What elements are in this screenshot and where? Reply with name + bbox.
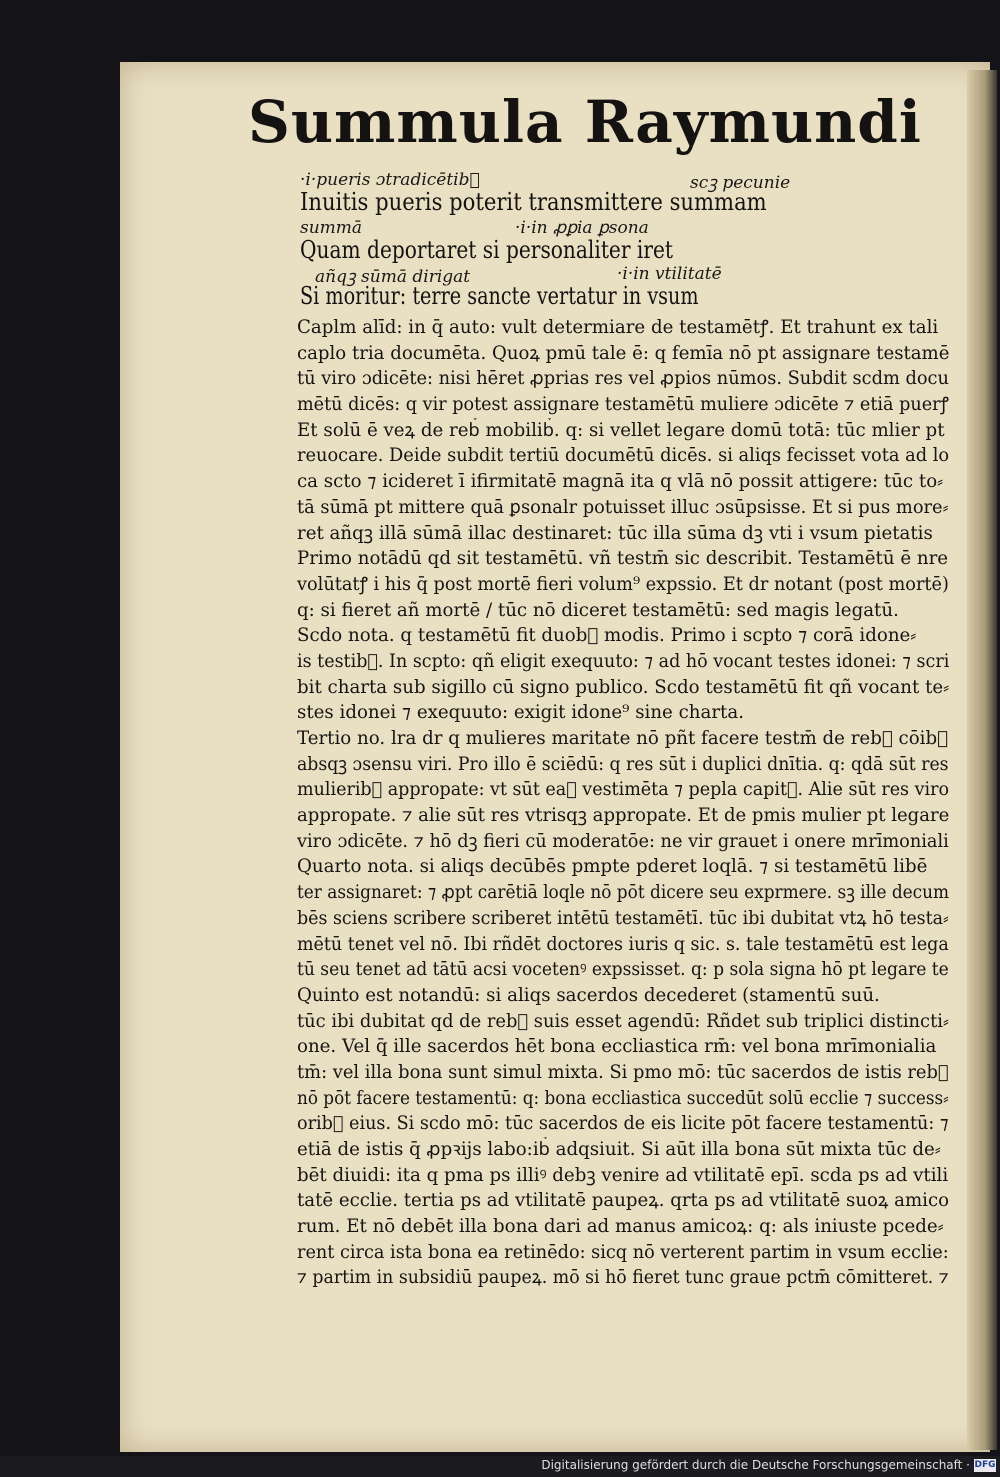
gloss-3-right: ·i·in vtilitatē bbox=[617, 264, 722, 284]
body-line: Caplm alīd: in q̄ auto: vult determiare de testamētꝭ. Et trahunt ex tali bbox=[297, 317, 939, 338]
verse-line-1: Inuitis pueris poterit transmittere summam bbox=[300, 188, 767, 216]
body-line: one. Vel q̄ ille sacerdos hēt bona eccliastica rm̄: vel bona mrīmonialia bbox=[297, 1036, 937, 1058]
body-line: Scdo nota. q testamētū fit duob᷒ modis. Primo i scpto ⁊ corā idone⸗ bbox=[297, 625, 917, 647]
gloss-2-right: ·i·in ꝓꝑia ꝑsona bbox=[515, 218, 649, 238]
body-line: bēt diuidi: ita q pma ps illiꝰ debꝫ venire ad vtilitatē epī. scda ps ad vtili bbox=[297, 1164, 949, 1186]
body-line: volūtatꝭ i his q̄ post mortē fieri volum⁹ expssio. Et dr notant (post mortē) bbox=[297, 573, 949, 595]
body-line: rent circa ista bona ea retinēdo: sicq nō verterent partim in vsum ecclie: bbox=[297, 1241, 949, 1263]
body-line: is testib᷒. In scpto: qñ eligit exequuto: ⁊ ad hō vocant testes idonei: ⁊ scri bbox=[297, 650, 950, 672]
body-line: ca scto ⁊ icideret ī ifirmitatē magnā ita q vlā nō possit attigere: tūc to⸗ bbox=[297, 471, 944, 493]
body-line: tm̄: vel illa bona sunt simul mixta. Si pmo mō: tūc sacerdos de istis reb᷒ bbox=[297, 1061, 949, 1083]
body-line: mētū tenet vel nō. Ibi rñdēt doctores iuris q sic. s. tale testamētū est lega bbox=[297, 933, 949, 955]
verse-line-2: Quam deportaret si personaliter iret bbox=[300, 236, 674, 264]
body-line: absqꝫ ɔsensu viri. Pro illo ē sciēdū: q res sūt i duplici dnītia. q: qdā sūt res bbox=[297, 753, 949, 775]
body-line: ter assignaret: ⁊ ꝓpt carētiā loqle nō pōt dicere seu exprmere. sꝫ ille decum bbox=[297, 882, 950, 904]
body-line: appropate. ⁊ alie sūt res vtrisqꝫ appropate. Et de pmis mulier pt legare bbox=[297, 805, 950, 827]
body-line: ⁊ partim in subsidiū paupeꝝ. mō si hō fieret tunc graue pctm̄ cōmitteret. ⁊ bbox=[297, 1267, 949, 1289]
body-line: etiā de istis q̄ ꝓpꝛijs labo:ib᷒ adqsiuit. Si aūt illa bona sūt mixta tūc de⸗ bbox=[297, 1139, 941, 1160]
body-line: Et solū ē veꝝ de reb᷒ mobilib᷒. q: si vellet legare domū totā: tūc mlier pt bbox=[297, 419, 945, 441]
body-line: tūc ibi dubitat qd de reb᷒ suis esset agendū: Rñdet sub triplici distincti⸗ bbox=[297, 1010, 949, 1032]
body-line: viro ɔdicēte. ⁊ hō dꝫ fieri cū moderatōe: ne vir grauet i onere mrīmoniali bbox=[297, 830, 949, 852]
gloss-3-left: añqꝫ sūmā dirigat bbox=[315, 267, 471, 287]
page-title: Summula Raymundi bbox=[248, 88, 922, 156]
body-line: stes idonei ⁊ exequuto: exigit idone⁹ sine charta. bbox=[297, 702, 744, 724]
body-line: nō pōt facere testamentū: q: bona eccliastica succedūt solū ecclie ⁊ success⸗ bbox=[297, 1087, 949, 1109]
body-text bbox=[297, 315, 957, 1291]
body-line: Quinto est notandū: si aliqs sacerdos decederet (stamentū suū. bbox=[297, 984, 880, 1006]
dfg-logo-icon: DFG bbox=[974, 1460, 996, 1470]
body-line: orib᷒ eius. Si scdo mō: tūc sacerdos de eis licite pōt facere testamentū: ⁊ bbox=[297, 1113, 949, 1135]
body-line: Quarto nota. si aliqs decūbēs pmpte pderet loqlā. ⁊ si testamētū libē bbox=[297, 856, 928, 878]
body-line: mētū dicēs: q vir potest assignare testamētū muliere ɔdicēte ⁊ etiā puerꝭ bbox=[297, 394, 949, 416]
body-line: Tertio no. lra dr q mulieres maritate nō pñt facere testm̄ de reb᷒ cōib᷒ bbox=[297, 728, 949, 749]
body-line: bēs sciens scribere scriberet intētū testamētī. tūc ibi dubitat vtꝝ hō testa⸗ bbox=[297, 907, 949, 929]
gloss-1-left: ·i·pueris ɔtradicētib᷒ bbox=[300, 170, 480, 190]
gloss-2-left: summā bbox=[300, 218, 363, 238]
body-line: tatē ecclie. tertia ps ad vtilitatē paupeꝝ. qrta ps ad vtilitatē suoꝝ amico bbox=[297, 1190, 950, 1212]
verse-line-3: Si moritur: terre sancte vertatur in vsum bbox=[300, 282, 699, 310]
footer-credit: Digitalisierung gefördert durch die Deutsche Forschungsgemeinschaft · bbox=[541, 1458, 970, 1472]
body-line: Primo notādū qd sit testamētū. vñ testm̄ sic describit. Testamētū ē nre bbox=[297, 548, 949, 570]
body-line: mulierib᷒ appropate: vt sūt eaꝝ vestimēta ⁊ pepla capitꝭ. Alie sūt res viro bbox=[297, 779, 950, 801]
body-line: q: si fieret añ mortē / tūc nō diceret testamētū: sed magis legatū. bbox=[297, 599, 899, 621]
body-line: bit charta sub sigillo cū signo publico. Scdo testamētū fit qñ vocant te⸗ bbox=[297, 676, 950, 698]
body-line: tū viro ɔdicēte: nisi hēret ꝓprias res vel ꝓpios nūmos. Subdit scdm docu bbox=[297, 368, 949, 390]
body-line: rum. Et nō debēt illa bona dari ad manus amicoꝝ: q: als iniuste pcede⸗ bbox=[297, 1216, 944, 1238]
body-line: caplo tria documēta. Quoꝝ pmū tale ē: q femīa nō pt assignare testamē bbox=[297, 342, 950, 364]
body-line: tū seu tenet ad tātū acsi vocetenꝰ expssisset. q: p sola signa hō pt legare te bbox=[297, 959, 949, 981]
body-line: reuocare. Deide subdit tertiū documētū dicēs. si aliqs fecisset vota ad lo bbox=[297, 445, 950, 467]
body-line: ret añqꝫ illā sūmā illac destinaret: tūc illa sūma dꝫ vti i vsum pietatis bbox=[297, 522, 933, 544]
gloss-1-right: scꝫ pecunie bbox=[690, 173, 791, 193]
page-edge bbox=[967, 70, 997, 1450]
body-line: tā sūmā pt mittere quā ꝑsonalr potuisset illuc ɔsūpsisse. Et si pus more⸗ bbox=[297, 496, 949, 518]
